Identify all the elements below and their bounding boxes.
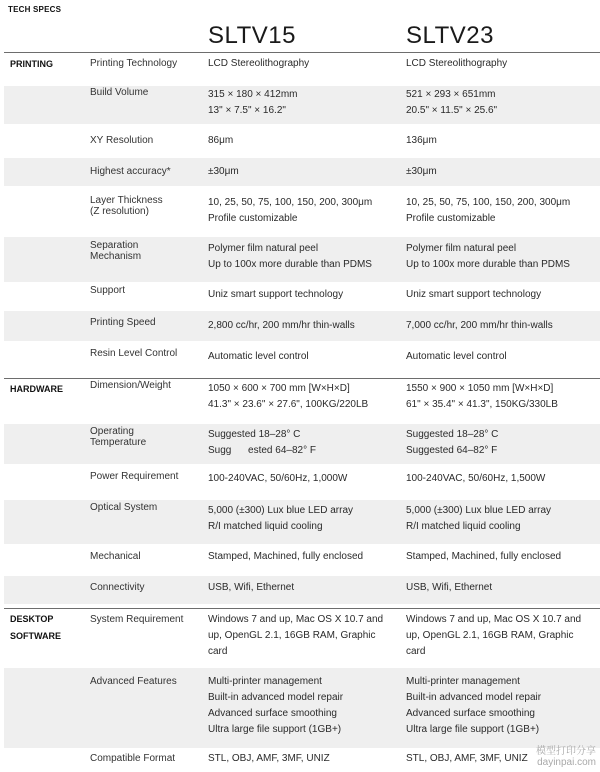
spec-value-sltv23: LCD Stereolithography [406, 58, 508, 69]
spec-value-sltv23: ±30μm [406, 166, 437, 177]
spec-label: Printing Technology [90, 58, 178, 69]
spec-label: Optical System [90, 502, 158, 513]
spec-value-sltv15: USB, Wifi, Ethernet [208, 582, 295, 593]
spec-value-sltv23: Automatic level control [406, 351, 507, 362]
spec-value-sltv23: 1550 × 900 × 1050 mm [W×H×D] 61" × 35.4" × 41.3", 150KG/330LB [406, 383, 558, 410]
spec-value-sltv23: 100-240VAC, 50/60Hz, 1,500W [406, 473, 546, 484]
spec-value-sltv23: 136μm [406, 135, 437, 146]
spec-value-sltv15: 10, 25, 50, 75, 100, 150, 200, 300μm Profile customizable [208, 197, 373, 224]
section-divider [4, 378, 600, 379]
spec-value-sltv23: 10, 25, 50, 75, 100, 150, 200, 300μm Profile customizable [406, 197, 571, 224]
spec-value-sltv23: 7,000 cc/hr, 200 mm/hr thin-walls [406, 320, 553, 331]
spec-value-sltv15: 100-240VAC, 50/60Hz, 1,000W [208, 473, 348, 484]
spec-value-sltv23: Suggested 18–28° C Suggested 64–82° F [406, 429, 499, 456]
spec-label: Advanced Features [90, 676, 177, 687]
spec-value-sltv15: 315 × 180 × 412mm 13" × 7.5" × 16.2" [208, 89, 298, 116]
spec-label: Dimension/Weight [90, 380, 171, 391]
spec-value-sltv23: 521 × 293 × 651mm 20.5" × 11.5" × 25.6" [406, 89, 498, 116]
spec-value-sltv15: STL, OBJ, AMF, 3MF, UNIZ [208, 753, 330, 764]
spec-label: Separation Mechanism [90, 240, 142, 262]
column-header-sltv23: SLTV23 [406, 22, 494, 49]
column-header-sltv15: SLTV15 [208, 22, 296, 49]
page-title: TECH SPECS [8, 5, 62, 14]
spec-label: Connectivity [90, 582, 145, 593]
spec-value-sltv23: Stamped, Machined, fully enclosed [406, 551, 562, 562]
spec-value-sltv15: Suggested 18–28° C Sugg ested 64–82° F [208, 429, 316, 456]
spec-value-sltv23: Polymer film natural peel Up to 100x more durable than PDMS [406, 243, 570, 270]
spec-value-sltv23: USB, Wifi, Ethernet [406, 582, 493, 593]
spec-value-sltv23: Uniz smart support technology [406, 289, 542, 300]
spec-value-sltv23: Multi-printer management Built-in advanced model repair Advanced surface smoothing Ultra large file support (1GB+) [406, 676, 542, 735]
spec-value-sltv15: 86μm [208, 135, 234, 146]
spec-value-sltv15: 1050 × 600 × 700 mm [W×H×D] 41.3" × 23.6" × 27.6", 100KG/220LB [208, 383, 369, 410]
spec-value-sltv15: Polymer film natural peel Up to 100x more durable than PDMS [208, 243, 372, 270]
spec-value-sltv15: Automatic level control [208, 351, 309, 362]
spec-label: XY Resolution [90, 135, 154, 146]
watermark: 模型打印分享 dayinpai.com [536, 746, 596, 768]
spec-value-sltv23: Windows 7 and up, Mac OS X 10.7 and up, OpenGL 2.1, 16GB RAM, Graphic card [406, 614, 582, 657]
section-desktop-software: DESKTOP SOFTWARE [10, 614, 61, 641]
spec-value-sltv15: Uniz smart support technology [208, 289, 344, 300]
spec-label: Operating Temperature [90, 426, 147, 448]
spec-value-sltv23: STL, OBJ, AMF, 3MF, UNIZ [406, 753, 528, 764]
spec-label: Layer Thickness (Z resolution) [90, 195, 163, 217]
section-hardware: HARDWARE [10, 384, 63, 394]
spec-label: Printing Speed [90, 317, 156, 328]
spec-label: Highest accuracy* [90, 166, 171, 177]
spec-label: Build Volume [90, 87, 149, 98]
spec-label: System Requirement [90, 614, 184, 625]
spec-value-sltv23: 5,000 (±300) Lux blue LED array R/I matched liquid cooling [406, 505, 552, 532]
spec-label: Mechanical [90, 551, 141, 562]
spec-value-sltv15: LCD Stereolithography [208, 58, 310, 69]
spec-value-sltv15: 2,800 cc/hr, 200 mm/hr thin-walls [208, 320, 355, 331]
spec-label: Resin Level Control [90, 348, 178, 359]
spec-label: Support [90, 285, 126, 296]
spec-value-sltv15: ±30μm [208, 166, 239, 177]
spec-value-sltv15: Stamped, Machined, fully enclosed [208, 551, 364, 562]
spec-value-sltv15: Windows 7 and up, Mac OS X 10.7 and up, OpenGL 2.1, 16GB RAM, Graphic card [208, 614, 384, 657]
section-divider [4, 608, 600, 609]
spec-label: Power Requirement [90, 471, 179, 482]
section-divider [4, 52, 600, 53]
section-printing: PRINTING [10, 59, 54, 69]
spec-value-sltv15: 5,000 (±300) Lux blue LED array R/I matched liquid cooling [208, 505, 354, 532]
spec-label: Compatible Format [90, 753, 176, 764]
spec-value-sltv15: Multi-printer management Built-in advanced model repair Advanced surface smoothing Ultra large file support (1GB+) [208, 676, 344, 735]
